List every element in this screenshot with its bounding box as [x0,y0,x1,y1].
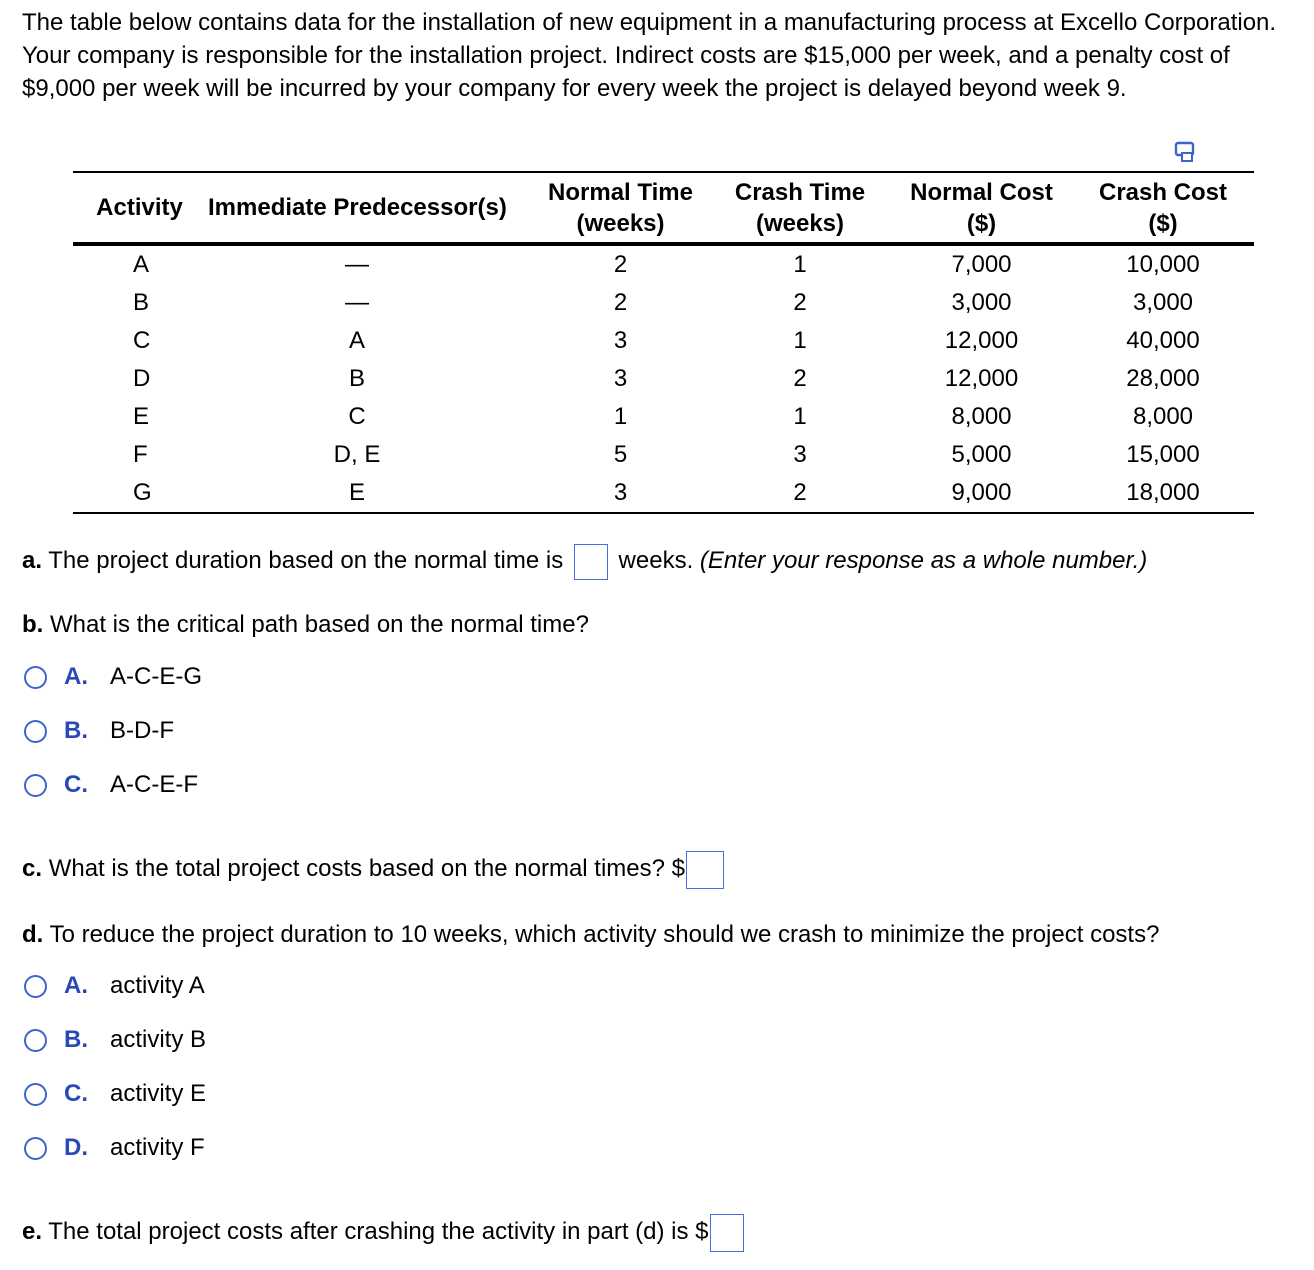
crashed-cost-input[interactable] [710,1214,744,1252]
table-row [73,360,1254,398]
cell-predecessor: D, E [333,441,381,468]
table-header-row [73,172,1254,244]
cell-predecessor: E [206,474,532,513]
copy-icon[interactable] [1174,141,1198,163]
header-crash-cost: Crash Cost ($) [1072,172,1254,244]
option-d-c[interactable]: C. activity E [24,1079,206,1109]
header-crash-time: Crash Time (weeks) [709,172,891,244]
cell-crash-cost: 18,000 [1072,474,1254,513]
cell-normal-cost: 5,000 [951,441,1012,468]
table-row [73,398,1254,436]
table-row [73,322,1254,360]
radio-button[interactable] [24,1137,47,1160]
cell-activity: E [133,403,150,430]
cell-crash-cost: 10,000 [1126,251,1200,278]
cell-normal-cost: 8,000 [951,403,1012,430]
cell-crash-cost: 3,000 [1132,289,1194,316]
cell-normal-time: 3 [613,327,628,354]
cell-activity: B [133,289,150,316]
cell-normal-time: 3 [613,365,628,392]
table-row [73,436,1254,474]
cell-normal-cost: 9,000 [891,474,1072,513]
option-b-b[interactable]: B. B-D-F [24,716,174,746]
cell-crash-cost: 8,000 [1132,403,1194,430]
cell-normal-cost: 12,000 [944,327,1019,354]
cell-normal-cost: 7,000 [951,251,1012,278]
cell-predecessor: A [348,327,365,354]
header-normal-time: Normal Time (weeks) [532,172,709,244]
header-normal-cost: Normal Cost ($) [891,172,1072,244]
header-predecessors: Immediate Predecessor(s) [206,172,532,244]
cell-crash-time: 1 [793,403,807,430]
option-b-a[interactable]: A. A-C-E-G [24,662,202,692]
radio-button[interactable] [24,666,47,689]
option-d-b[interactable]: B. activity B [24,1025,206,1055]
radio-button[interactable] [24,1083,47,1106]
question-d: d. To reduce the project duration to 10 weeks, which activity should we crash to minimize the project costs? [22,921,1160,948]
cell-predecessor: — [345,251,369,278]
data-table [73,171,1254,514]
cell-predecessor: B [348,365,365,392]
cell-predecessor: — [345,289,369,316]
cell-crash-time: 3 [793,441,807,468]
intro-text: The table below contains data for the installation of new equipment in a manufacturing process at Excello Corporation. Your company is responsible for the installation project. Indirect costs are $15,000 per week, and a penalty cost of $9,000 per week will be incurred by your company for every week the project is delayed beyond week 9. [22,9,1277,102]
radio-button[interactable] [24,1029,47,1052]
total-cost-input[interactable] [686,851,724,889]
header-activity: Activity [73,172,206,244]
table-row [73,284,1254,322]
table-row [73,474,1254,513]
cell-normal-cost: 3,000 [951,289,1012,316]
cell-normal-cost: 12,000 [944,365,1019,392]
cell-activity: C [133,327,151,354]
cell-normal-time: 2 [613,251,628,278]
radio-button[interactable] [24,975,47,998]
question-e: e. The total project costs after crashing the activity in part (d) is $ [22,1213,744,1252]
question-b: b. What is the critical path based on the normal time? [22,611,589,638]
option-d-d[interactable]: D. activity F [24,1133,205,1163]
radio-button[interactable] [24,720,47,743]
cell-crash-time: 2 [793,365,807,392]
cell-predecessor: C [348,403,366,430]
table-row [73,244,1254,284]
option-b-c[interactable]: C. A-C-E-F [24,770,198,800]
cell-normal-time: 5 [613,441,628,468]
cell-crash-cost: 15,000 [1126,441,1200,468]
question-c: c. What is the total project costs based on the normal times? $ [22,850,724,889]
cell-crash-time: 2 [709,474,891,513]
duration-input[interactable] [574,544,608,580]
cell-crash-time: 1 [793,327,807,354]
cell-crash-cost: 40,000 [1126,327,1200,354]
cell-activity: A [133,251,150,278]
cell-normal-time: 1 [613,403,628,430]
question-a: a. The project duration based on the normal time is weeks. (Enter your response as a whole number.) [22,543,1147,580]
cell-activity: D [133,365,151,392]
cell-activity: F [133,441,148,468]
cell-normal-time: 2 [613,289,628,316]
cell-activity: G [73,474,206,513]
cell-crash-cost: 28,000 [1126,365,1200,392]
cell-crash-time: 2 [793,289,807,316]
cell-crash-time: 1 [793,251,807,278]
radio-button[interactable] [24,774,47,797]
cell-normal-time: 3 [532,474,709,513]
option-d-a[interactable]: A. activity A [24,971,205,1001]
